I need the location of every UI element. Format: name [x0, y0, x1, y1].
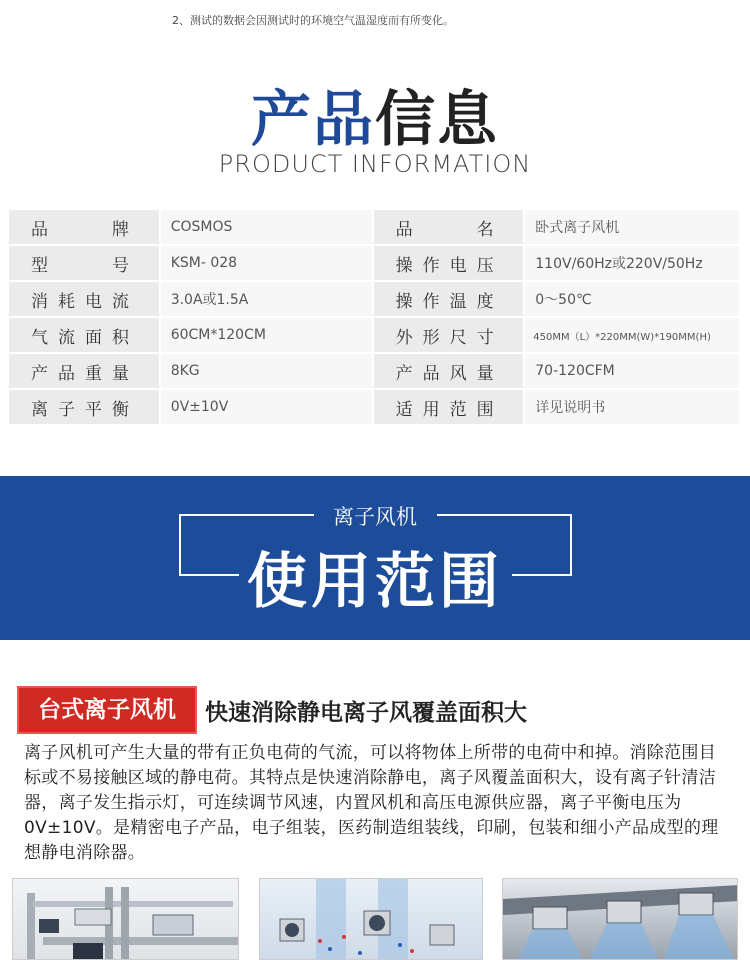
product-photo-production-line: [502, 878, 738, 960]
title-rest: 信息: [375, 85, 499, 155]
spec-label: [8, 317, 160, 353]
spec-label-text: 型 号: [31, 255, 129, 276]
product-photo-workbench: [12, 878, 239, 960]
spec-value: 8KG: [160, 353, 373, 389]
spec-label: [373, 389, 525, 425]
section-title-cn: [0, 72, 750, 158]
spec-value: 70-120CFM: [524, 353, 740, 389]
spec-row: [8, 317, 740, 353]
spec-label: [8, 245, 160, 281]
spec-value: 0V±10V: [160, 389, 373, 425]
spec-value: COSMOS: [160, 209, 373, 245]
spec-row: [8, 209, 740, 245]
ion-flow-illustration: [260, 879, 483, 960]
spec-label: [373, 281, 525, 317]
product-tag: 台式离子风机: [17, 686, 197, 734]
spec-value: 详见说明书: [524, 389, 740, 425]
spec-value: KSM- 028: [160, 245, 373, 281]
spec-row: [8, 245, 740, 281]
spec-label-text: 外 形 尺 寸: [395, 327, 494, 348]
tag-caption: 快速消除静电离子风覆盖面积大: [205, 700, 527, 726]
banner-subtitle: 离子风机: [333, 505, 417, 529]
spec-value: 3.0A或1.5A: [160, 281, 373, 317]
spec-row: [8, 281, 740, 317]
spec-label-text: 适 用 范 围: [395, 399, 494, 420]
spec-label-text: 操 作 温 度: [395, 291, 494, 312]
production-line-illustration: [503, 879, 738, 960]
usage-banner: [0, 476, 750, 640]
spec-label-text: 气 流 面 积: [31, 327, 129, 348]
spec-label: [373, 245, 525, 281]
spec-label: [8, 281, 160, 317]
title-highlight: 产品: [251, 85, 375, 155]
spec-label-text: 消 耗 电 流: [31, 291, 129, 312]
product-description: 离子风机可产生大量的带有正负电荷的气流，可以将物体上所带的电荷中和掉。消除范围目标或不易接触区域的静电荷。其特点是快速消除静电，离子风覆盖面积大，设有离子针清洁器，离子发生指示灯，可连续调节风速，内置风机和高压电源供应器，离子平衡电压为0V±10V。是精密电子产品，电子组装，医药制造组装线，印刷，包装和细小产品成型的理想静电消除器。: [24, 743, 719, 863]
spec-label: [373, 353, 525, 389]
spec-label: [8, 353, 160, 389]
spec-row: [8, 353, 740, 389]
spec-label-text: 产 品 风 量: [395, 363, 494, 384]
spec-label: [8, 389, 160, 425]
spec-label-text: 品 名: [395, 219, 494, 240]
spec-label-text: 产 品 重 量: [31, 363, 129, 384]
spec-label-text: 品 牌: [31, 219, 129, 240]
spec-value: 450MM（L）*220MM(W)*190MM(H): [524, 317, 740, 353]
banner-title: 使用范围: [247, 547, 503, 617]
spec-value: 110V/60Hz或220V/50Hz: [524, 245, 740, 281]
spec-label: [373, 209, 525, 245]
section-title-en: PRODUCT INFORMATION: [218, 150, 532, 178]
spec-value: 0～50℃: [524, 281, 740, 317]
test-note: 2、测试的数据会因测试时的环境空气温湿度而有所变化。: [172, 14, 454, 27]
product-photo-ion-flow: [259, 878, 483, 960]
spec-table: [7, 208, 741, 426]
spec-value: 60CM*120CM: [160, 317, 373, 353]
spec-row: [8, 389, 740, 425]
workbench-illustration: [13, 879, 239, 960]
spec-label: [8, 209, 160, 245]
spec-label-text: 离 子 平 衡: [31, 399, 129, 420]
spec-label-text: 操 作 电 压: [395, 255, 494, 276]
spec-value: 卧式离子风机: [524, 209, 740, 245]
spec-label: [373, 317, 525, 353]
